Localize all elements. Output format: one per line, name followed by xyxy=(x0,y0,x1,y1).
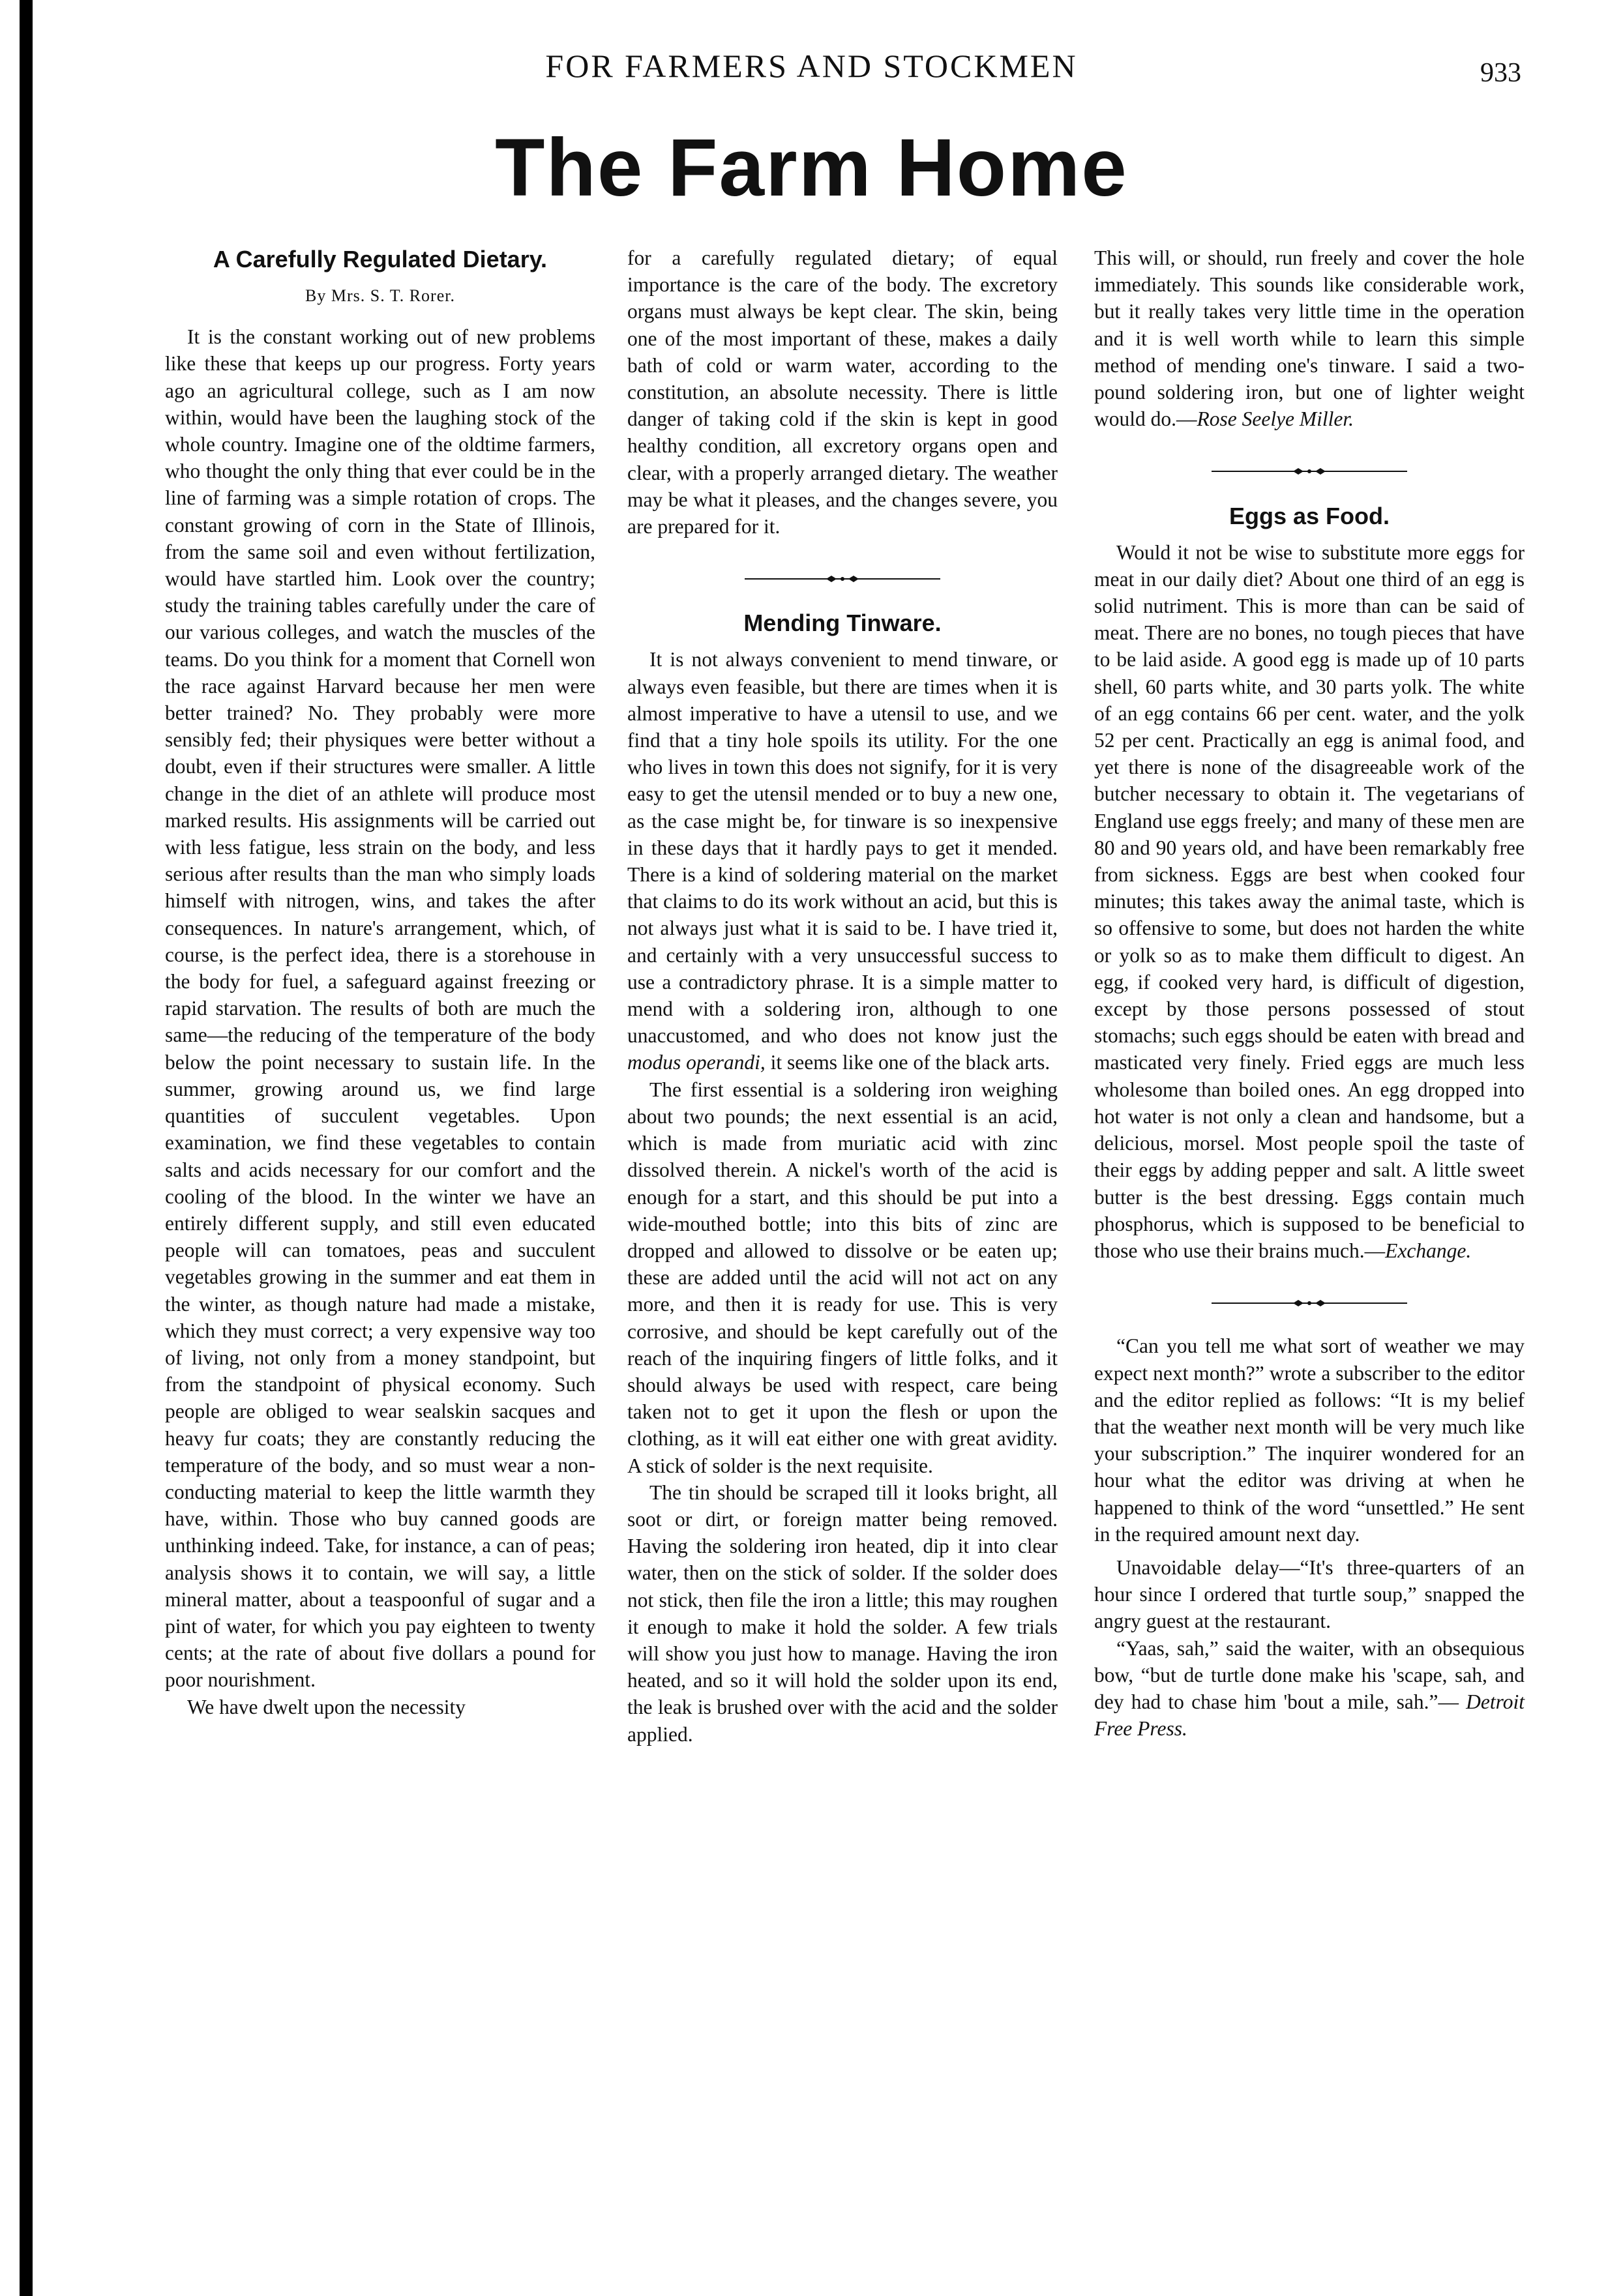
paragraph-text: “Yaas, sah,” said the waiter, with an obsequious bow, “but de turtle done make his 'scape, sah, and dey had to chase him 'bout a mile, sah.”— xyxy=(1094,1636,1525,1713)
article-paragraph-continued xyxy=(1094,244,1525,432)
section-divider xyxy=(1094,456,1525,482)
article-paragraph: We have dwelt upon the necessity xyxy=(187,1695,466,1718)
divider-ornament-icon xyxy=(1212,1299,1407,1308)
article-paragraph: Unavoidable delay—“It's three-quarters of an hour since I ordered that turtle soup,” snapped the angry guest at the restaurant. xyxy=(1094,1555,1525,1633)
article-paragraph xyxy=(1094,1635,1525,1743)
binding-edge xyxy=(20,0,33,2296)
source-signature: Detroit Free Press. xyxy=(1094,1690,1525,1741)
article-paragraph: “Can you tell me what sort of weather we may expect next month?” wrote a subscriber to the editor and the editor replied as follows: “It is my belief that the weather next month will be very much like your subscription.” The inquirer wondered for an hour what the editor was driving at when he happened to think of the word “unsettled.” He sent in the required amount next day. xyxy=(1094,1334,1525,1546)
article-paragraph: It is the constant working out of new problems like these that keeps up our progress. Forty years ago an agricultural college, such as I am now within, would have been the laughing stock of the whole country. Imagine one of the oldtime farmers, who thought the only thing that ever could be in the line of farming was a simple rotation of crops. The constant growing of corn in the State of Illinois, from the same soil and even without fertilization, would have startled him. Look over the country; study the training tables carefully under the care of our various colleges, and watch the muscles of the teams. Do you think for a moment that Cornell won the race against Harvard because her men were better trained? No. They probably were more sensibly fed; their physiques were better without a doubt, even if their structures were smaller. A little change in the diet of an athlete will produce most marked results. His assignments will be carried out with less fatigue, less strain on the body, and less serious after results than the man who simply loads himself with nitrogen, wins, and takes the after consequences. In nature's arrangement, which, of course, is the perfect idea, there is a storehouse in the body for fuel, a safeguard against freezing or rapid starvation. The results of both are much the same—the reducing of the temperature of the body below the point necessary to sustain life. In the summer, growing around us, we find large quantities of succulent vegetables. Upon examination, we find these vegetables to contain salts and acids necessary for our comfort and the cooling of the blood. In the winter we have an entirely different supply, and still even educated people will can tomatoes, peas and succulent vegetables growing in the summer and eat them in the winter, as though nature had made a mistake, which they must correct; a very expensive way too of living, not only from a money standpoint, but from the standpoint of physical economy. Such people are obliged to wear sealskin sacques and heavy fur coats; they are constantly reducing the temperature of the body, and so must wear a non-conducting material to keep the little warmth they have, within. Those who buy canned goods are unthinking indeed. Take, for instance, a can of peas; analysis shows it to contain, we will say, a little mineral matter, about a teaspoonful of sugar and a pint of water, for which you pay eighteen to twenty cents; at the rate of about five dollars a pound for poor nourishment. xyxy=(165,325,595,1692)
column-2 xyxy=(627,244,1058,1748)
paragraph-text: it seems like one of the black arts. xyxy=(765,1051,1050,1074)
page-title: The Farm Home xyxy=(495,123,1128,213)
article-paragraph xyxy=(1094,539,1525,1264)
article-heading-eggs: Eggs as Food. xyxy=(1228,502,1390,529)
author-signature: Rose Seelye Miller. xyxy=(1197,407,1354,431)
column-3 xyxy=(1094,244,1525,1742)
article-byline: By Mrs. S. T. Rorer. xyxy=(305,286,455,305)
article-paragraph xyxy=(627,646,1058,1076)
article-heading-dietary: A Carefully Regulated Dietary. xyxy=(213,246,548,272)
italic-phrase: modus operandi, xyxy=(627,1051,766,1074)
page-number: 933 xyxy=(1480,58,1521,88)
source-signature: Exchange. xyxy=(1385,1239,1472,1262)
article-heading-tinware: Mending Tinware. xyxy=(743,610,942,637)
running-head: FOR FARMERS AND STOCKMEN xyxy=(545,48,1078,84)
paragraph-text: This will, or should, run freely and cover the hole immediately. This sounds like considerable work, but it really takes very little time in the operation and it is well worth while to learn this simple method of mending one's tinware. I said a two-pound soldering iron, but one of lighter weight would do.— xyxy=(1094,246,1525,431)
article-paragraph: The first essential is a soldering iron weighing about two pounds; the next essential is an acid, which is made from muriatic acid with zinc dissolved therein. A nickel's worth of the acid is enough for a start, and this should be put into a wide-mouthed bottle; into this bits of zinc are dropped and allowed to dissolve or be eaten up; these are added until the acid will not act on any more, and then it is ready for use. This is very corrosive, and should be kept carefully out of the reach of the inquiring fingers of little folks, and it should always be used with respect, care being taken not to get it upon the flesh or upon the clothing, as it will eat either one with great avidity. A stick of solder is the next requisite. xyxy=(627,1078,1058,1477)
column-1 xyxy=(165,244,595,1720)
divider-ornament-icon xyxy=(1212,467,1407,476)
section-divider xyxy=(1094,1288,1525,1314)
paragraph-text: It is not always convenient to mend tinware, or always even feasible, but there are times when it is almost imperative to have a utensil to use, and we find that a tiny hole spoils its utility. For the one who lives in town this does not signify, for it is very easy to get the utensil mended or to buy a new one, as the case might be, for tinware is so inexpensive in these days that it hardly pays to get it mended. There is a kind of soldering material on the market that claims to do its work without an acid, but this is not always just what it is said to be. I have tried it, and certainly with a very unsuccessful success to use a contradictory phrase. It is a simple matter to mend with a soldering iron, although to one unaccustomed, and who does not know just the xyxy=(627,648,1058,1048)
article-paragraph-continued: for a carefully regulated dietary; of equal importance is the care of the body. The excretory organs must always be kept clear. The skin, being one of the most important of these, makes a daily bath of cold or warm water, according to the constitution, an absolute necessity. There is little danger of taking cold if the skin is kept in good healthy condition, all excretory organs open and clear, with a properly arranged dietary. The weather may be what it pleases, and the changes severe, you are prepared for it. xyxy=(627,246,1058,538)
divider-ornament-icon xyxy=(745,574,940,583)
article-paragraph: The tin should be scraped till it looks bright, all soot or dirt, or foreign matter being removed. Having the soldering iron heated, dip it into clear water, then on the stick of solder. If the solder does not stick, then file the iron a little; this may roughen it enough to make it hold the solder. A few trials will show you just how to manage. Having the iron heated, and so it will hold the solder upon its end, the leak is brushed over with the acid and the solder applied. xyxy=(627,1480,1058,1746)
section-divider xyxy=(627,563,1058,590)
paragraph-text: Would it not be wise to substitute more eggs for meat in our daily diet? About one third of an egg is solid nutriment. This is more than can be said of meat. There are no bones, no tough pieces that have to be laid aside. A good egg is made up of 10 parts shell, 60 parts white, and 30 parts yolk. The white of an egg contains 66 per cent. water, and the yolk 52 per cent. Practically an egg is animal food, and yet there is none of the disagreeable work of the butcher necessary to obtain it. The vegetarians of England use eggs freely; and many of these men are 80 and 90 years old, and have been remarkably free from sickness. Eggs are best when cooked four minutes; this takes away the animal taste, which is so offensive to some, but does not harden the white or yolk so as to make them difficult to digest. An egg, if cooked very hard, is difficult of digestion, except by those persons possessed of stout stomachs; such eggs should be eaten with bread and masticated very finely. Fried eggs are much less wholesome than boiled ones. An egg dropped into hot water is not only a clean and handsome, but a delicious, morsel. Most people spoil the taste of their eggs by adding pepper and salt. A little sweet butter is the best dressing. Eggs contain much phosphorus, which is supposed to be beneficial to those who use their brains much.— xyxy=(1094,540,1525,1262)
